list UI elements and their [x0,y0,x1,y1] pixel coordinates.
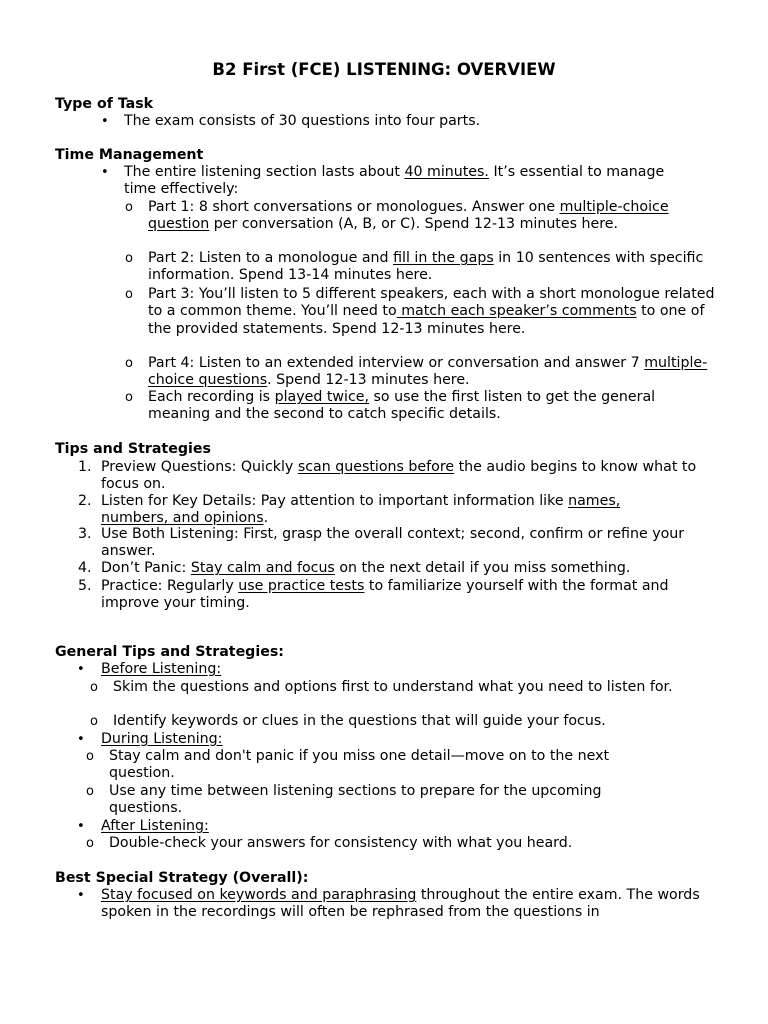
bullet-marker: • [77,662,85,677]
list-item-text: Part 4: Listen to an extended interview or conversation and answer 7 multiple-choice questions. Spend 12-13 minutes here. [148,355,708,389]
list-item [0,199,768,251]
sub-bullet-marker: o [90,714,98,729]
list-item [0,748,768,783]
bullet-marker: • [101,165,109,180]
sub-bullet-marker: o [86,836,94,851]
list-item [0,818,768,836]
list-item [0,835,768,853]
list-item-text: Don’t Panic: Stay calm and focus on the next detail if you miss something. [101,560,631,576]
list-item [0,355,768,390]
list-item-text: Part 2: Listen to a monologue and fill in the gaps in 10 sentences with specific information. Spend 13-14 minutes here. [148,250,704,284]
list-item [0,713,768,731]
list-number: 2. [78,493,92,509]
list-item [0,164,768,199]
section-heading-tips: Tips and Strategies [55,441,211,457]
section-heading-general-tips: General Tips and Strategies: [55,644,284,660]
sub-bullet-marker: o [86,784,94,799]
bullet-marker: • [77,819,85,834]
list-item-text: Each recording is played twice, so use the first listen to get the general meaning and the second to catch specific details. [148,389,656,423]
list-item [0,113,768,131]
list-item-text: Use Both Listening: First, grasp the overall context; second, confirm or refine your answer. [101,526,685,560]
list-item [0,679,768,714]
phase-label-during: During Listening: [101,731,223,747]
section-heading-best-strategy: Best Special Strategy (Overall): [55,870,309,886]
page-title: B2 First (FCE) LISTENING: OVERVIEW [212,60,556,79]
bullet-marker: • [77,732,85,747]
list-item-text: Identify keywords or clues in the questions that will guide your focus. [113,713,606,729]
list-item [0,560,768,578]
sub-bullet-marker: o [125,356,133,371]
list-number: 5. [78,578,92,594]
list-item-text: Use any time between listening sections to prepare for the upcoming questions. [109,783,602,817]
sub-bullet-marker: o [86,749,94,764]
list-item [0,250,768,285]
sub-bullet-marker: o [125,251,133,266]
phase-label-after: After Listening: [101,818,209,834]
list-item-text: The entire listening section lasts about 40 minutes. It’s essential to manage time effectively: [124,164,665,198]
list-item-text: Preview Questions: Quickly scan questions before the audio begins to know what to focus on. [101,459,697,493]
list-item [0,783,768,818]
list-item [0,887,768,922]
list-item-text: Double-check your answers for consistency with what you heard. [109,835,573,851]
list-item-text: Part 1: 8 short conversations or monologues. Answer one multiple-choice question per conversation (A, B, or C). Spend 12-13 minutes here. [148,199,669,233]
bullet-marker: • [77,888,85,903]
list-item [0,286,768,356]
list-number: 1. [78,459,92,475]
sub-bullet-marker: o [125,390,133,405]
sub-bullet-marker: o [90,680,98,695]
list-item [0,459,768,494]
bullet-marker: • [101,114,109,129]
sub-bullet-marker: o [125,200,133,215]
list-item [0,731,768,749]
list-item-text: Skim the questions and options first to understand what you need to listen for. [113,679,673,695]
list-item [0,493,768,528]
list-item-text: Stay focused on keywords and paraphrasing throughout the entire exam. The words spoken in the recordings will often be rephrased from the questions in [101,887,700,921]
list-item-text: Stay calm and don't panic if you miss one detail—move on to the next question. [109,748,610,782]
list-number: 3. [78,526,92,542]
list-number: 4. [78,560,92,576]
list-item-text: Practice: Regularly use practice tests to familiarize yourself with the format and improve your timing. [101,578,669,612]
list-item-text: The exam consists of 30 questions into four parts. [124,113,481,129]
list-item-text: Listen for Key Details: Pay attention to important information like names, numbers, and opinions. [101,493,621,527]
section-heading-type-of-task: Type of Task [55,96,154,112]
phase-label-before: Before Listening: [101,661,222,677]
sub-bullet-marker: o [125,287,133,302]
list-item-text: Part 3: You’ll listen to 5 different speakers, each with a short monologue related to a common theme. You’ll need to match each speaker’s comments to one of the provided statements. Spend 12-13 minutes here. [148,286,715,337]
section-heading-time-management: Time Management [55,147,204,163]
list-item [0,526,768,561]
list-item [0,661,768,679]
list-item [0,578,768,613]
list-item [0,389,768,424]
